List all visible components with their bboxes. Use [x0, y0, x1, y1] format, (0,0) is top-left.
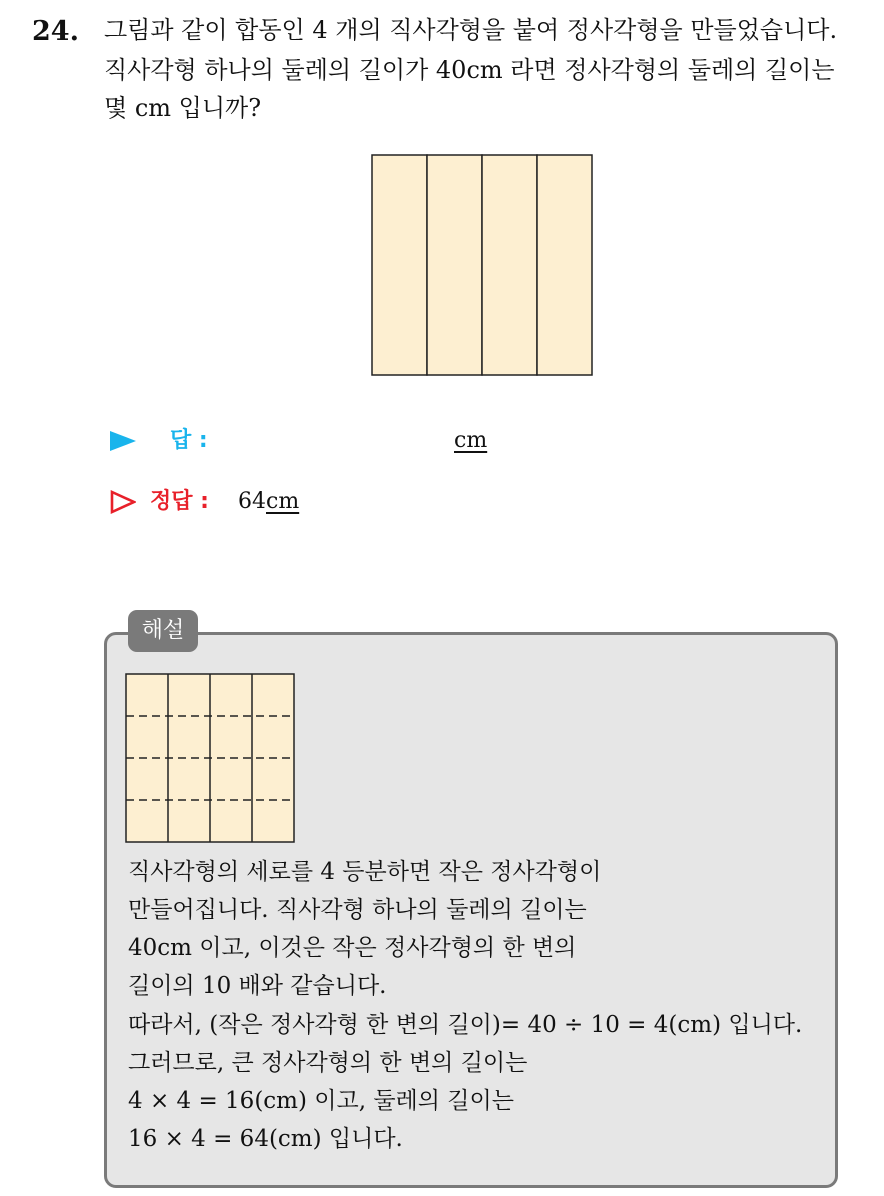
solution-tab: 해설: [128, 610, 198, 652]
divided-square-figure: [125, 673, 297, 843]
rectangle-3: [482, 155, 537, 375]
solution-line-3: 40cm 이고, 이것은 작은 정사각형의 한 변의: [128, 935, 577, 961]
solution-line-6: 그러므로, 큰 정사각형의 한 변의 길이는: [128, 1050, 528, 1076]
question-line-2: 직사각형 하나의 둘레의 길이가 40cm 라면 정사각형의 둘레의 길이는: [104, 56, 835, 84]
solution-line-5: 따라서, (작은 정사각형 한 변의 길이)= 40 ÷ 10 = 4(cm) 입니다.: [128, 1012, 803, 1038]
solution-line-8: 16 × 4 = 64(cm) 입니다.: [128, 1126, 403, 1152]
solution-line-7: 4 × 4 = 16(cm) 이고, 둘레의 길이는: [128, 1088, 514, 1114]
square-of-four-rectangles-figure: [371, 154, 593, 376]
solution-line-2: 만들어집니다. 직사각형 하나의 둘레의 길이는: [128, 897, 587, 923]
question-line-3: 몇 cm 입니까?: [104, 94, 262, 122]
rectangle-4: [537, 155, 592, 375]
question-line-1: 그림과 같이 합동인 4 개의 직사각형을 붙여 정사각형을 만들었습니다.: [104, 16, 838, 44]
correct-answer-label: 정답 :: [150, 489, 209, 514]
answer-unit: cm: [454, 428, 488, 453]
rectangle-1: [372, 155, 427, 375]
correct-answer-unit: cm: [266, 489, 300, 514]
solution-line-1: 직사각형의 세로를 4 등분하면 작은 정사각형이: [128, 859, 602, 885]
outline-triangle-icon: [110, 490, 136, 514]
question-number: 24.: [32, 16, 79, 47]
filled-triangle-icon: [110, 431, 136, 451]
rectangle-2: [427, 155, 482, 375]
solution-line-4: 길이의 10 배와 같습니다.: [128, 973, 387, 999]
answer-label: 답 :: [170, 428, 208, 453]
correct-answer-value: 64cm: [238, 489, 300, 514]
